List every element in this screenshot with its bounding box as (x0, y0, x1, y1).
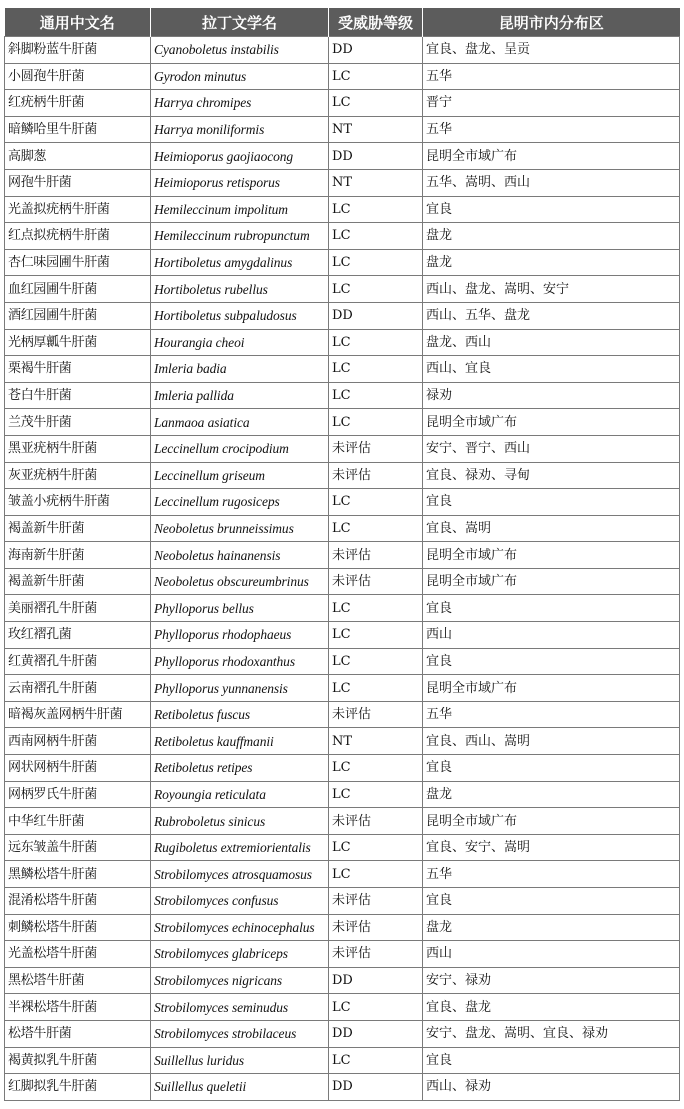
cell-chinese-name: 褐黄拟乳牛肝菌 (5, 1047, 151, 1074)
cell-threat-level: LC (329, 1047, 423, 1074)
cell-latin-name: Suillellus queletii (151, 1074, 329, 1101)
table-row (5, 249, 680, 276)
cell-chinese-name: 小圆孢牛肝菌 (5, 63, 151, 90)
cell-latin-name: Strobilomyces atrosquamosus (151, 861, 329, 888)
cell-latin-name: Neoboletus brunneissimus (151, 515, 329, 542)
table-row (5, 462, 680, 489)
cell-distribution: 盘龙 (423, 914, 680, 941)
cell-distribution: 昆明全市域广布 (423, 675, 680, 702)
cell-threat-level: LC (329, 382, 423, 409)
table-row (5, 701, 680, 728)
cell-latin-name: Retiboletus retipes (151, 755, 329, 782)
table-row (5, 489, 680, 516)
cell-distribution: 宜良、西山、嵩明 (423, 728, 680, 755)
cell-chinese-name: 松塔牛肝菌 (5, 1020, 151, 1047)
cell-threat-level: LC (329, 648, 423, 675)
cell-distribution: 宜良、嵩明 (423, 515, 680, 542)
cell-latin-name: Heimioporus gaojiaocong (151, 143, 329, 170)
header-row (5, 8, 680, 37)
table-row (5, 648, 680, 675)
cell-threat-level: 未评估 (329, 701, 423, 728)
table-row (5, 515, 680, 542)
cell-latin-name: Strobilomyces glabriceps (151, 941, 329, 968)
table-body (5, 37, 680, 1101)
header-threat-level: 受威胁等级 (329, 8, 423, 37)
cell-distribution: 西山 (423, 622, 680, 649)
table-row (5, 276, 680, 303)
cell-chinese-name: 光盖拟疣柄牛肝菌 (5, 196, 151, 223)
cell-distribution: 宜良、盘龙 (423, 994, 680, 1021)
cell-threat-level: DD (329, 302, 423, 329)
cell-chinese-name: 斜脚粉蓝牛肝菌 (5, 37, 151, 64)
cell-latin-name: Neoboletus hainanensis (151, 542, 329, 569)
table-row (5, 63, 680, 90)
cell-distribution: 五华 (423, 63, 680, 90)
cell-threat-level: LC (329, 223, 423, 250)
cell-chinese-name: 网状网柄牛肝菌 (5, 755, 151, 782)
cell-threat-level: NT (329, 116, 423, 143)
cell-distribution: 宜良 (423, 888, 680, 915)
table-row (5, 90, 680, 117)
table-row (5, 542, 680, 569)
cell-latin-name: Rubroboletus sinicus (151, 808, 329, 835)
table-row (5, 116, 680, 143)
cell-threat-level: LC (329, 356, 423, 383)
cell-distribution: 宜良、盘龙、呈贡 (423, 37, 680, 64)
cell-chinese-name: 混淆松塔牛肝菌 (5, 888, 151, 915)
cell-latin-name: Retiboletus kauffmanii (151, 728, 329, 755)
cell-latin-name: Imleria pallida (151, 382, 329, 409)
table-row (5, 675, 680, 702)
cell-chinese-name: 灰亚疣柄牛肝菌 (5, 462, 151, 489)
cell-chinese-name: 暗褐灰盖网柄牛肝菌 (5, 701, 151, 728)
cell-distribution: 安宁、晋宁、西山 (423, 435, 680, 462)
cell-latin-name: Suillellus luridus (151, 1047, 329, 1074)
table-header (5, 8, 680, 37)
cell-threat-level: 未评估 (329, 941, 423, 968)
table-row (5, 1074, 680, 1101)
cell-threat-level: LC (329, 90, 423, 117)
cell-latin-name: Hortiboletus subpaludosus (151, 302, 329, 329)
cell-chinese-name: 黑松塔牛肝菌 (5, 967, 151, 994)
table-row (5, 595, 680, 622)
table-row (5, 302, 680, 329)
table-row (5, 356, 680, 383)
cell-chinese-name: 刺鳞松塔牛肝菌 (5, 914, 151, 941)
cell-latin-name: Hortiboletus rubellus (151, 276, 329, 303)
table-row (5, 994, 680, 1021)
table-row (5, 834, 680, 861)
cell-threat-level: LC (329, 675, 423, 702)
cell-chinese-name: 美丽褶孔牛肝菌 (5, 595, 151, 622)
table-row (5, 409, 680, 436)
cell-chinese-name: 栗褐牛肝菌 (5, 356, 151, 383)
cell-latin-name: Strobilomyces nigricans (151, 967, 329, 994)
cell-distribution: 盘龙 (423, 781, 680, 808)
cell-chinese-name: 褐盖新牛肝菌 (5, 568, 151, 595)
cell-distribution: 宜良、安宁、嵩明 (423, 834, 680, 861)
table-row (5, 622, 680, 649)
cell-threat-level: 未评估 (329, 808, 423, 835)
cell-threat-level: 未评估 (329, 542, 423, 569)
cell-latin-name: Neoboletus obscureumbrinus (151, 568, 329, 595)
cell-chinese-name: 海南新牛肝菌 (5, 542, 151, 569)
cell-latin-name: Leccinellum griseum (151, 462, 329, 489)
cell-threat-level: LC (329, 196, 423, 223)
table-row (5, 914, 680, 941)
cell-latin-name: Rugiboletus extremiorientalis (151, 834, 329, 861)
cell-chinese-name: 黑鳞松塔牛肝菌 (5, 861, 151, 888)
cell-distribution: 宜良 (423, 1047, 680, 1074)
cell-distribution: 安宁、禄劝 (423, 967, 680, 994)
cell-distribution: 晋宁 (423, 90, 680, 117)
cell-threat-level: DD (329, 37, 423, 64)
cell-chinese-name: 红脚拟乳牛肝菌 (5, 1074, 151, 1101)
header-latin-name: 拉丁文学名 (151, 8, 329, 37)
cell-latin-name: Cyanoboletus instabilis (151, 37, 329, 64)
cell-threat-level: 未评估 (329, 435, 423, 462)
cell-chinese-name: 皱盖小疣柄牛肝菌 (5, 489, 151, 516)
cell-distribution: 昆明全市域广布 (423, 542, 680, 569)
cell-distribution: 宜良 (423, 648, 680, 675)
table-row (5, 781, 680, 808)
cell-distribution: 盘龙 (423, 223, 680, 250)
cell-latin-name: Leccinellum crocipodium (151, 435, 329, 462)
cell-chinese-name: 黑亚疣柄牛肝菌 (5, 435, 151, 462)
cell-distribution: 五华、嵩明、西山 (423, 169, 680, 196)
cell-chinese-name: 玫红褶孔菌 (5, 622, 151, 649)
cell-chinese-name: 血红园圃牛肝菌 (5, 276, 151, 303)
cell-chinese-name: 红黄褶孔牛肝菌 (5, 648, 151, 675)
header-chinese-name: 通用中文名 (5, 8, 151, 37)
cell-threat-level: NT (329, 169, 423, 196)
cell-latin-name: Strobilomyces seminudus (151, 994, 329, 1021)
cell-threat-level: LC (329, 622, 423, 649)
cell-chinese-name: 红疣柄牛肝菌 (5, 90, 151, 117)
table-row (5, 1047, 680, 1074)
cell-chinese-name: 网孢牛肝菌 (5, 169, 151, 196)
cell-threat-level: 未评估 (329, 888, 423, 915)
cell-distribution: 安宁、盘龙、嵩明、宜良、禄劝 (423, 1020, 680, 1047)
cell-threat-level: DD (329, 967, 423, 994)
cell-latin-name: Phylloporus rhodophaeus (151, 622, 329, 649)
cell-distribution: 宜良 (423, 196, 680, 223)
cell-distribution: 宜良 (423, 755, 680, 782)
cell-distribution: 昆明全市域广布 (423, 568, 680, 595)
cell-distribution: 宜良 (423, 595, 680, 622)
cell-latin-name: Gyrodon minutus (151, 63, 329, 90)
cell-distribution: 盘龙、西山 (423, 329, 680, 356)
cell-distribution: 宜良 (423, 489, 680, 516)
cell-latin-name: Retiboletus fuscus (151, 701, 329, 728)
cell-distribution: 昆明全市域广布 (423, 808, 680, 835)
cell-distribution: 西山、盘龙、嵩明、安宁 (423, 276, 680, 303)
cell-threat-level: LC (329, 63, 423, 90)
cell-latin-name: Strobilomyces echinocephalus (151, 914, 329, 941)
cell-threat-level: 未评估 (329, 914, 423, 941)
cell-latin-name: Harrya moniliformis (151, 116, 329, 143)
cell-latin-name: Imleria badia (151, 356, 329, 383)
cell-latin-name: Phylloporus rhodoxanthus (151, 648, 329, 675)
table-row (5, 37, 680, 64)
cell-threat-level: 未评估 (329, 462, 423, 489)
cell-threat-level: LC (329, 595, 423, 622)
cell-chinese-name: 褐盖新牛肝菌 (5, 515, 151, 542)
cell-threat-level: DD (329, 1074, 423, 1101)
cell-latin-name: Royoungia reticulata (151, 781, 329, 808)
cell-distribution: 宜良、禄劝、寻甸 (423, 462, 680, 489)
cell-latin-name: Phylloporus yunnanensis (151, 675, 329, 702)
table-row (5, 941, 680, 968)
cell-chinese-name: 云南褶孔牛肝菌 (5, 675, 151, 702)
cell-latin-name: Harrya chromipes (151, 90, 329, 117)
cell-distribution: 五华 (423, 116, 680, 143)
cell-latin-name: Strobilomyces confusus (151, 888, 329, 915)
table-row (5, 808, 680, 835)
cell-latin-name: Hortiboletus amygdalinus (151, 249, 329, 276)
table-row (5, 329, 680, 356)
cell-threat-level: DD (329, 143, 423, 170)
cell-threat-level: LC (329, 489, 423, 516)
cell-distribution: 昆明全市域广布 (423, 409, 680, 436)
table-row (5, 196, 680, 223)
cell-chinese-name: 中华红牛肝菌 (5, 808, 151, 835)
cell-distribution: 禄劝 (423, 382, 680, 409)
cell-threat-level: LC (329, 781, 423, 808)
cell-threat-level: LC (329, 834, 423, 861)
cell-chinese-name: 兰茂牛肝菌 (5, 409, 151, 436)
cell-chinese-name: 高脚葱 (5, 143, 151, 170)
cell-threat-level: 未评估 (329, 568, 423, 595)
cell-latin-name: Leccinellum rugosiceps (151, 489, 329, 516)
cell-threat-level: LC (329, 329, 423, 356)
cell-latin-name: Phylloporus bellus (151, 595, 329, 622)
cell-latin-name: Heimioporus retisporus (151, 169, 329, 196)
cell-distribution: 西山、禄劝 (423, 1074, 680, 1101)
species-table (4, 8, 680, 1101)
cell-latin-name: Lanmaoa asiatica (151, 409, 329, 436)
cell-threat-level: LC (329, 861, 423, 888)
cell-threat-level: NT (329, 728, 423, 755)
cell-threat-level: LC (329, 276, 423, 303)
cell-chinese-name: 杏仁味园圃牛肝菌 (5, 249, 151, 276)
table-row (5, 435, 680, 462)
table-row (5, 568, 680, 595)
cell-distribution: 五华 (423, 701, 680, 728)
cell-latin-name: Hemileccinum impolitum (151, 196, 329, 223)
cell-chinese-name: 酒红园圃牛肝菌 (5, 302, 151, 329)
header-distribution: 昆明市内分布区 (423, 8, 680, 37)
cell-chinese-name: 光盖松塔牛肝菌 (5, 941, 151, 968)
table-row (5, 728, 680, 755)
cell-chinese-name: 网柄罗氏牛肝菌 (5, 781, 151, 808)
cell-latin-name: Hourangia cheoi (151, 329, 329, 356)
cell-distribution: 西山 (423, 941, 680, 968)
table-row (5, 888, 680, 915)
table-row (5, 1020, 680, 1047)
cell-threat-level: DD (329, 1020, 423, 1047)
cell-chinese-name: 红点拟疣柄牛肝菌 (5, 223, 151, 250)
cell-chinese-name: 西南网柄牛肝菌 (5, 728, 151, 755)
cell-latin-name: Strobilomyces strobilaceus (151, 1020, 329, 1047)
cell-chinese-name: 光柄厚瓤牛肝菌 (5, 329, 151, 356)
cell-chinese-name: 苍白牛肝菌 (5, 382, 151, 409)
cell-threat-level: LC (329, 515, 423, 542)
cell-threat-level: LC (329, 249, 423, 276)
cell-chinese-name: 暗鳞哈里牛肝菌 (5, 116, 151, 143)
cell-distribution: 西山、宜良 (423, 356, 680, 383)
cell-distribution: 盘龙 (423, 249, 680, 276)
cell-latin-name: Hemileccinum rubropunctum (151, 223, 329, 250)
table-row (5, 223, 680, 250)
table-row (5, 967, 680, 994)
table-row (5, 382, 680, 409)
table-row (5, 143, 680, 170)
cell-threat-level: LC (329, 994, 423, 1021)
table-row (5, 169, 680, 196)
cell-distribution: 五华 (423, 861, 680, 888)
cell-distribution: 昆明全市域广布 (423, 143, 680, 170)
cell-chinese-name: 半裸松塔牛肝菌 (5, 994, 151, 1021)
cell-threat-level: LC (329, 409, 423, 436)
table-row (5, 755, 680, 782)
cell-distribution: 西山、五华、盘龙 (423, 302, 680, 329)
cell-threat-level: LC (329, 755, 423, 782)
table-row (5, 861, 680, 888)
cell-chinese-name: 远东皱盖牛肝菌 (5, 834, 151, 861)
